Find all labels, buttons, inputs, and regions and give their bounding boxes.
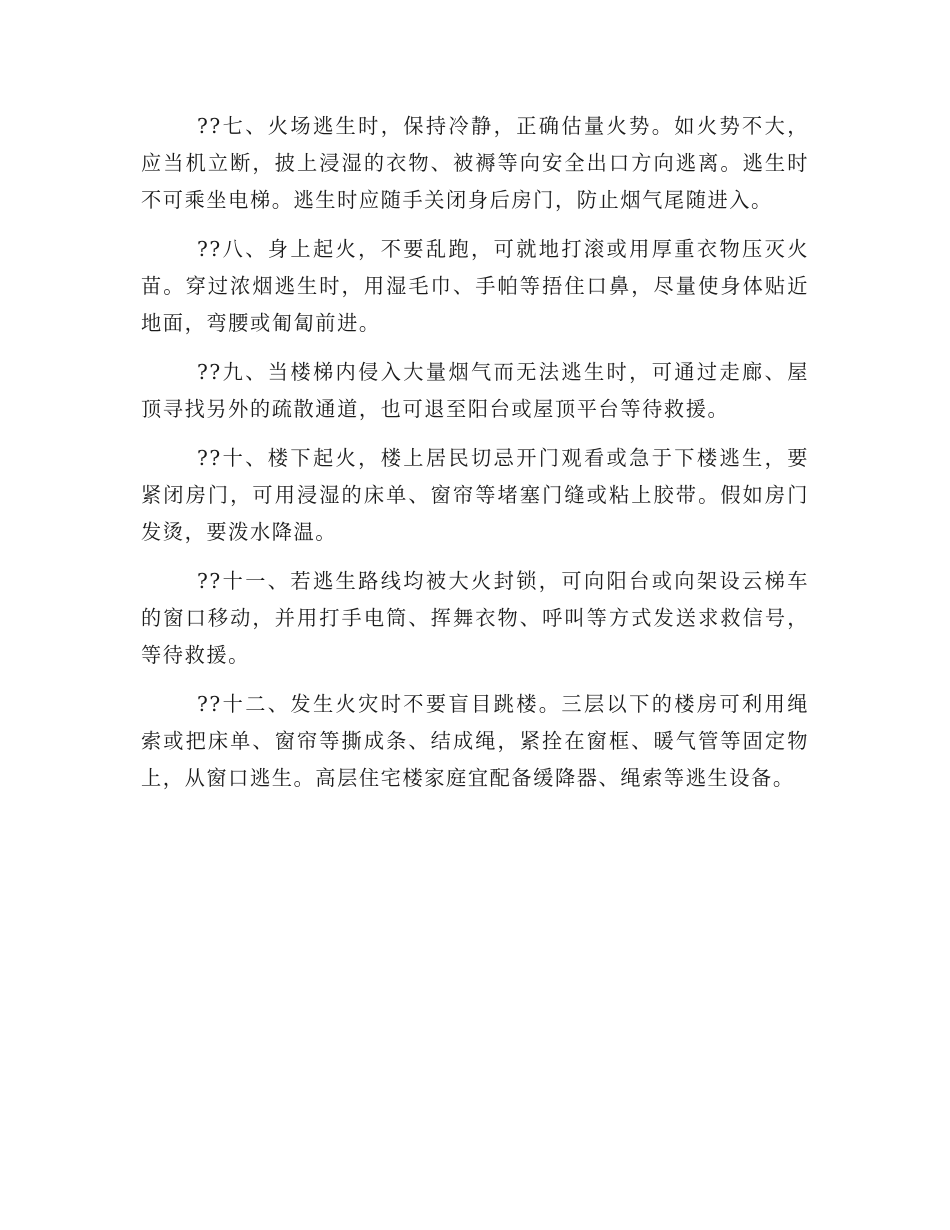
paragraph-twelve: ??十二、发生火灾时不要盲目跳楼。三层以下的楼房可利用绳索或把床单、窗帘等撕成条、结成绳，紧拴在窗框、暖气管等固定物上，从窗口逃生。高层住宅楼家庭宜配备缓降器、绳索等逃生设备。 xyxy=(141,692,809,790)
paragraph-ten: ??十、楼下起火，楼上居民切忌开门观看或急于下楼逃生，要紧闭房门，可用浸湿的床单、窗帘等堵塞门缝或粘上胶带。假如房门发烫，要泼水降温。 xyxy=(141,446,809,544)
document-body xyxy=(141,108,809,809)
paragraph-eight: ??八、身上起火，不要乱跑，可就地打滚或用厚重衣物压灭火苗。穿过浓烟逃生时，用湿毛巾、手帕等捂住口鼻，尽量使身体贴近地面，弯腰或匍匐前进。 xyxy=(141,237,809,335)
paragraph-eleven: ??十一、若逃生路线均被大火封锁，可向阳台或向架设云梯车的窗口移动，并用打手电筒、挥舞衣物、呼叫等方式发送求救信号，等待救援。 xyxy=(141,569,809,667)
paragraph-nine: ??九、当楼梯内侵入大量烟气而无法逃生时，可通过走廊、屋顶寻找另外的疏散通道，也可退至阳台或屋顶平台等待救援。 xyxy=(141,360,809,421)
paragraph-seven: ??七、火场逃生时，保持冷静，正确估量火势。如火势不大，应当机立断，披上浸湿的衣物、被褥等向安全出口方向逃离。逃生时不可乘坐电梯。逃生时应随手关闭身后房门，防止烟气尾随进入。 xyxy=(141,114,809,212)
